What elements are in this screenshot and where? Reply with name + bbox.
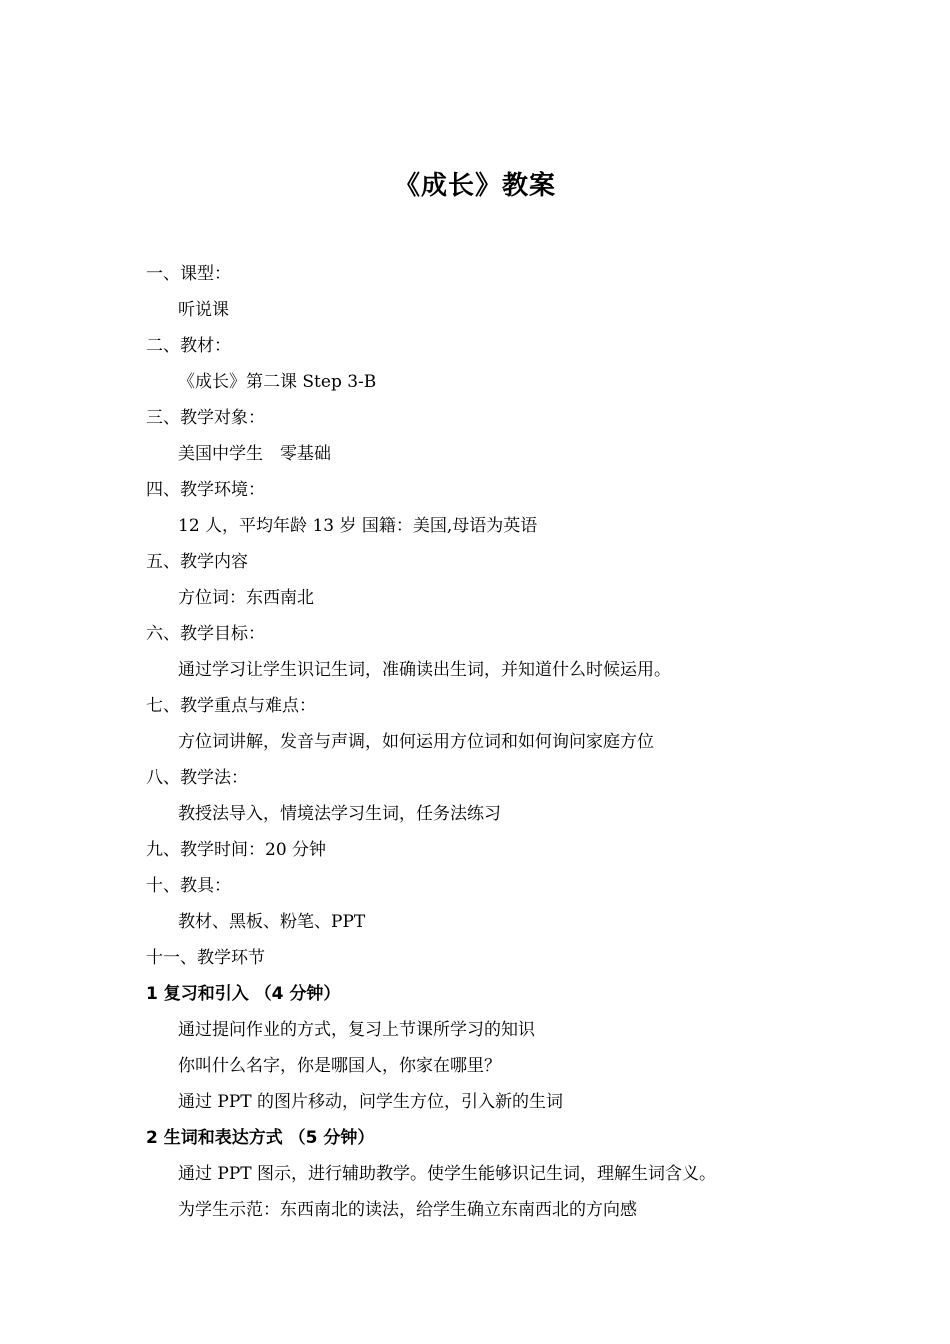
- outline-item: 二、教材：: [146, 336, 231, 356]
- outline-item: 五、教学内容: [146, 552, 248, 572]
- body-text-line: 美国中学生 零基础: [178, 444, 331, 464]
- body-text-line: 12 人，平均年龄 13 岁 国籍：美国,母语为英语: [178, 516, 538, 536]
- body-text-line: 教材、黑板、粉笔、PPT: [178, 912, 366, 932]
- outline-item: 十一、教学环节: [146, 948, 265, 968]
- outline-item: 九、教学时间：20 分钟: [146, 840, 327, 860]
- body-text-line: 通过提问作业的方式，复习上节课所学习的知识: [178, 1020, 535, 1040]
- body-text-line: 方位词讲解，发音与声调，如何运用方位词和如何询问家庭方位: [178, 732, 654, 752]
- outline-item: 六、教学目标：: [146, 624, 265, 644]
- section-heading: 2 生词和表达方式 （5 分钟）: [146, 1128, 375, 1148]
- body-text-line: 通过学习让学生识记生词，准确读出生词，并知道什么时候运用。: [178, 660, 671, 680]
- outline-item: 七、教学重点与难点：: [146, 696, 316, 716]
- body-text-line: 通过 PPT 的图片移动，问学生方位，引入新的生词: [178, 1092, 564, 1112]
- outline-item: 四、教学环境：: [146, 480, 265, 500]
- body-text-line: 《成长》第二课 Step 3-B: [178, 372, 377, 392]
- body-text-line: 方位词：东西南北: [178, 588, 314, 608]
- body-text-line: 为学生示范：东西南北的读法，给学生确立东南西北的方向感: [178, 1200, 637, 1220]
- document-body: [0, 256, 950, 1228]
- body-text-line: 通过 PPT 图示，进行辅助教学。使学生能够识记生词，理解生词含义。: [178, 1164, 717, 1184]
- body-text-line: 教授法导入，情境法学习生词，任务法练习: [178, 804, 501, 824]
- body-text-line: 你叫什么名字，你是哪国人，你家在哪里？: [178, 1056, 501, 1076]
- outline-item: 八、教学法：: [146, 768, 248, 788]
- section-heading: 1 复习和引入 （4 分钟）: [146, 984, 341, 1004]
- outline-item: 三、教学对象：: [146, 408, 265, 428]
- outline-item: 十、教具：: [146, 876, 231, 896]
- document-title: 《成长》教案: [393, 171, 556, 201]
- body-text-line: 听说课: [178, 300, 229, 320]
- outline-item: 一、课型：: [146, 264, 231, 284]
